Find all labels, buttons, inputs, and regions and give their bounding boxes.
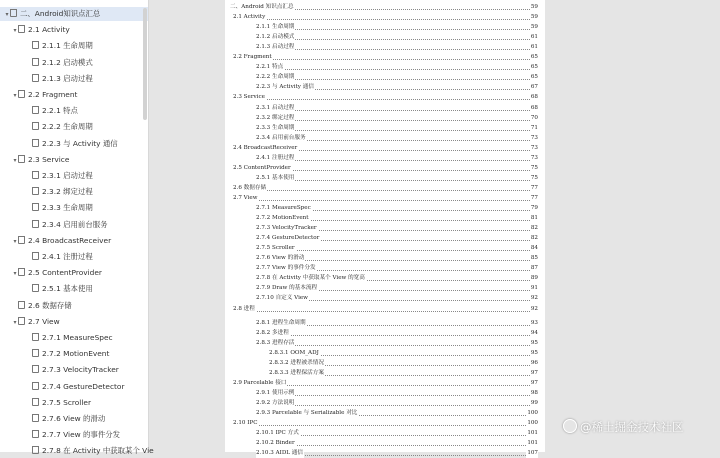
sidebar-item-label: 2.7.5 Scroller — [42, 397, 91, 407]
toc-page-number: 101 — [527, 430, 538, 437]
bookmark-icon — [32, 122, 39, 130]
toc-page-number: 61 — [530, 44, 538, 51]
toc-entry[interactable] — [269, 348, 538, 358]
toc-entry-title: 2.8.3 进程存活 — [256, 339, 295, 346]
toc-entry[interactable] — [233, 418, 538, 428]
dot-leader — [256, 335, 530, 336]
toc-entry-title: 2.3.3 生命周期 — [256, 124, 295, 131]
toc-entry-title: 2.1.2 启动模式 — [256, 34, 295, 41]
toc-page-number: 81 — [530, 215, 538, 222]
toc-entry[interactable] — [256, 243, 538, 253]
bookmark-icon — [32, 414, 39, 422]
sidebar-item-label: 2.7.8 在 Activity 中获取某个 Vie — [42, 446, 154, 456]
toc-page-number: 91 — [530, 285, 538, 292]
expand-toggle-icon[interactable]: ▾ — [13, 270, 17, 278]
sidebar-item[interactable] — [0, 56, 148, 70]
bookmark-icon — [18, 317, 25, 325]
bookmark-icon — [18, 155, 25, 163]
toc-page-number: 96 — [530, 359, 538, 366]
dot-leader — [233, 311, 530, 312]
toc-entry-title: 2.7.8 在 Activity 中获取某个 View 的宽高 — [256, 275, 365, 282]
watermark — [563, 419, 684, 435]
sidebar-item[interactable] — [0, 185, 148, 199]
toc-entry[interactable] — [256, 408, 538, 418]
bookmark-icon — [32, 398, 39, 406]
sidebar-item-label: 二、Android知识点汇总 — [20, 9, 101, 18]
toc-entry[interactable] — [256, 388, 538, 398]
toc-entry[interactable] — [233, 304, 538, 314]
sidebar-item-label: 2.1.2 启动模式 — [42, 57, 93, 67]
toc-entry-title: 2.1 Activity — [233, 14, 266, 21]
bookmark-icon — [32, 171, 39, 179]
toc-page-number: 75 — [530, 174, 538, 181]
sidebar-item-label: 2.2.1 特点 — [42, 106, 78, 116]
bookmark-icon — [32, 349, 39, 357]
dot-leader — [256, 39, 530, 40]
sidebar-item[interactable] — [0, 137, 148, 151]
toc-page-number: 67 — [530, 84, 538, 91]
toc-entry-title: 2.7.3 VelocityTracker — [256, 225, 317, 232]
toc-page-number: 68 — [530, 94, 538, 101]
toc-entry-title: 2.3.2 绑定过程 — [256, 114, 295, 121]
toc-page-number: 82 — [530, 225, 538, 232]
sidebar-item-label: 2.6 数据存储 — [28, 300, 72, 310]
toc-entry[interactable] — [256, 318, 538, 328]
toc-entry-title: 2.7.5 Scroller — [256, 245, 295, 252]
bookmark-icon — [32, 252, 39, 260]
toc-entry[interactable] — [256, 153, 538, 163]
sidebar-item-label: 2.3.4 启用前台服务 — [42, 219, 108, 229]
toc-page-number: 84 — [530, 245, 538, 252]
dot-leader — [256, 180, 530, 181]
sidebar-item[interactable] — [0, 315, 148, 329]
toc-entry-title: 2.9.1 使用示例 — [256, 389, 295, 396]
sidebar-item-label: 2.2 Fragment — [28, 90, 78, 99]
toc-entry-title: 2.8.2 多进程 — [256, 329, 289, 336]
dot-leader — [256, 405, 530, 406]
toc-entry-title: 2.8.3.1 OOM_ADJ — [269, 349, 319, 356]
sidebar-item[interactable] — [0, 380, 148, 394]
toc-entry[interactable] — [256, 203, 538, 213]
toc-page-number: 59 — [530, 4, 538, 10]
sidebar-item[interactable] — [0, 7, 148, 21]
toc-entry-title: 2.3 Service — [233, 94, 265, 101]
dot-leader — [256, 160, 530, 161]
toc-entry-title: 2.7.10 自定义 View — [256, 295, 308, 302]
toc-entry[interactable] — [256, 328, 538, 338]
dot-leader — [256, 79, 530, 80]
toc-entry-title: 2.2.2 生命周期 — [256, 74, 295, 81]
toc-entry[interactable] — [256, 273, 538, 283]
dot-leader — [256, 395, 530, 396]
sidebar-item[interactable] — [0, 299, 148, 313]
toc-page-number: 87 — [530, 265, 538, 272]
expand-toggle-icon[interactable]: ▾ — [13, 237, 17, 245]
toc-page-number: 77 — [530, 194, 538, 201]
toc-entry[interactable] — [256, 283, 538, 293]
expand-toggle-icon[interactable]: ▾ — [13, 318, 17, 326]
toc-page-number: 95 — [530, 339, 538, 346]
toc-entry[interactable] — [256, 32, 538, 42]
toc-page-number: 65 — [530, 64, 538, 71]
toc-page-number: 73 — [530, 154, 538, 161]
toc-entry-title: 2.5 ContentProvider — [233, 164, 291, 171]
toc-entry[interactable] — [256, 253, 538, 263]
sidebar-item[interactable] — [0, 331, 148, 345]
toc-entry[interactable] — [256, 123, 538, 133]
toc-entry[interactable] — [256, 82, 538, 92]
bookmark-icon — [32, 446, 39, 454]
sidebar-item-label: 2.1 Activity — [28, 25, 70, 35]
dot-leader — [256, 110, 530, 111]
expand-toggle-icon[interactable]: ▾ — [5, 11, 9, 18]
toc-entry[interactable] — [233, 52, 538, 62]
sidebar-item[interactable] — [0, 88, 148, 102]
toc-entry[interactable] — [256, 263, 538, 273]
toc-entry-title: 2.7.2 MotionEvent — [256, 215, 309, 222]
bookmark-icon — [18, 90, 25, 98]
toc-page-number: 65 — [530, 54, 538, 61]
toc-page-number: 79 — [530, 205, 538, 211]
bookmark-icon — [32, 365, 39, 373]
toc-page-number: 85 — [530, 255, 538, 262]
toc-entry-title: 2.3.4 启用前台服务 — [256, 134, 306, 141]
dot-leader — [256, 120, 530, 121]
toc-page-number: 95 — [530, 349, 538, 356]
toc-entry-title: 2.7.1 MeasureSpec — [256, 205, 311, 211]
toc-entry-title: 2.1.1 生命周期 — [256, 24, 295, 31]
sidebar-item-label: 2.7.1 MeasureSpec — [42, 333, 113, 342]
bookmark-icon — [32, 203, 39, 211]
toc-entry[interactable] — [256, 113, 538, 123]
toc-page-number: 61 — [530, 34, 538, 41]
toc-entry-title: 2.8 进程 — [233, 305, 255, 312]
bookmark-icon — [32, 58, 39, 66]
sidebar-item-label: 2.7.6 View 的滑动 — [42, 414, 106, 423]
sidebar-item[interactable] — [0, 444, 154, 458]
sidebar-item[interactable] — [0, 250, 148, 264]
bookmark-icon — [32, 74, 39, 82]
dot-leader — [233, 19, 530, 20]
bookmark-icon — [18, 236, 25, 244]
toc-entry[interactable] — [256, 338, 538, 348]
bookmark-icon — [32, 187, 39, 195]
toc-entry[interactable] — [256, 103, 538, 113]
toc-entry[interactable] — [233, 193, 538, 203]
sidebar-item[interactable] — [0, 120, 148, 134]
toc-entry[interactable] — [256, 62, 538, 72]
expand-toggle-icon[interactable]: ▾ — [13, 92, 17, 99]
toc-entry[interactable] — [256, 438, 538, 448]
sidebar-item[interactable] — [0, 72, 148, 86]
toc-entry-title: 2.8.3.2 进程被杀情况 — [269, 359, 324, 366]
toc-page-number: 98 — [530, 389, 538, 396]
toc-entry[interactable] — [269, 358, 538, 368]
toc-entry[interactable] — [256, 213, 538, 223]
toc-entry[interactable] — [233, 378, 538, 388]
toc-page-number: 94 — [530, 329, 538, 336]
toc-entry[interactable] — [233, 163, 538, 173]
sidebar-item-label: 2.4 BroadcastReceiver — [28, 235, 112, 245]
bookmark-icon — [10, 9, 17, 17]
toc-page-number: 99 — [530, 399, 538, 406]
sidebar-item[interactable] — [0, 23, 148, 37]
toc-page-number: 59 — [530, 14, 538, 21]
toc-entry-title: 2.7.4 GestureDetector — [256, 235, 320, 242]
dot-leader — [256, 250, 530, 251]
sidebar-scrollbar[interactable] — [143, 8, 147, 120]
sidebar-item[interactable] — [0, 412, 148, 426]
toc-entry-title: 2.5.1 基本使用 — [256, 174, 295, 181]
bookmark-icon — [32, 382, 39, 390]
toc-page-number: 97 — [530, 369, 538, 376]
toc-page-number: 70 — [530, 114, 538, 121]
dot-leader — [233, 190, 530, 191]
toc-entry-title: 2.3.1 启动过程 — [256, 104, 295, 111]
toc-entry-title: 2.2.1 特点 — [256, 64, 284, 71]
toc-page-number: 93 — [530, 319, 538, 326]
toc-page-number: 92 — [530, 305, 538, 312]
toc-entry-title: 2.7 View — [233, 194, 258, 201]
bookmark-icon — [32, 139, 39, 147]
toc-entry[interactable] — [233, 143, 538, 153]
toc-entry[interactable] — [256, 398, 538, 408]
toc-entry[interactable] — [269, 368, 538, 378]
toc-entry-title: 2.8.1 进程生命周期 — [256, 319, 306, 326]
toc-page-number: 100 — [527, 410, 538, 416]
sidebar-item-label: 2.7.2 MotionEvent — [42, 349, 110, 359]
toc-entry-title: 2.10.2 Binder — [256, 440, 295, 447]
dot-leader — [256, 345, 530, 346]
toc-entry[interactable] — [256, 133, 538, 143]
sidebar-item-label: 2.7.4 GestureDetector — [42, 381, 125, 391]
dot-leader — [256, 130, 530, 131]
toc-page-number: 65 — [530, 74, 538, 81]
sidebar-item[interactable] — [0, 347, 148, 361]
bookmark-icon — [18, 25, 25, 33]
toc-entry[interactable] — [233, 92, 538, 102]
toc-page-number: 92 — [530, 295, 538, 302]
bookmark-icon — [32, 284, 39, 292]
dot-leader — [256, 29, 530, 30]
sidebar-item-label: 2.5.1 基本使用 — [42, 284, 93, 294]
toc-page-number: 75 — [530, 164, 538, 171]
dot-leader — [256, 445, 530, 446]
sidebar-item-label: 2.3.2 绑定过程 — [42, 187, 93, 197]
toc-entry-title: 2.4 BroadcastReceiver — [233, 144, 298, 151]
bookmark-icon — [32, 106, 39, 114]
sidebar-item-label: 2.3 Service — [28, 154, 70, 164]
sidebar-item[interactable] — [0, 104, 148, 118]
juejin-logo-icon — [563, 419, 577, 433]
sidebar-item-label: 2.3.1 启动过程 — [42, 171, 93, 180]
dot-leader — [233, 425, 530, 426]
sidebar-item-label: 2.7 View — [28, 316, 60, 326]
toc-entry[interactable] — [256, 72, 538, 82]
toc-entry[interactable] — [256, 223, 538, 233]
sidebar-item[interactable] — [0, 153, 148, 167]
toc-entry-title: 2.8.3.3 进程保活方案 — [269, 369, 324, 376]
bookmark-icon — [18, 268, 25, 276]
toc-entry-title: 2.6 数据存储 — [233, 184, 267, 191]
toc-entry-title: 2.10 IPC — [233, 420, 258, 427]
toc-entry[interactable] — [256, 448, 538, 458]
toc-entry-title: 2.9.2 方法说明 — [256, 399, 295, 406]
expand-toggle-icon[interactable]: ▾ — [13, 27, 17, 35]
sidebar-item[interactable] — [0, 396, 148, 410]
sidebar-item-label: 2.7.7 View 的事件分发 — [42, 430, 120, 440]
dot-leader — [233, 99, 530, 100]
bookmark-icon — [32, 333, 39, 341]
sidebar-item[interactable] — [0, 282, 148, 296]
toc-entry-title: 2.9.3 Parcelable 与 Serializable 对比 — [256, 410, 358, 416]
toc-entry-title: 2.10.3 AIDL 通信 — [256, 450, 303, 457]
toc-entry[interactable] — [256, 173, 538, 183]
document-page — [225, 0, 545, 457]
sidebar-item[interactable] — [0, 39, 148, 53]
sidebar-item[interactable] — [0, 234, 148, 248]
toc-entry-title: 2.4.1 注册过程 — [256, 154, 295, 161]
toc-page-number: 59 — [530, 24, 538, 31]
toc-entry[interactable] — [256, 293, 538, 303]
sidebar-item-label: 2.1.3 启动过程 — [42, 73, 93, 83]
sidebar-item-label: 2.2.2 生命周期 — [42, 122, 93, 132]
bookmark-icon — [32, 41, 39, 49]
toc-entry-title: 2.10.1 IPC 方式 — [256, 430, 299, 437]
toc-entry-title: 2.7.7 View 的事件分发 — [256, 265, 316, 272]
toc-page-number: 107 — [527, 450, 538, 457]
toc-entry[interactable] — [256, 233, 538, 243]
sidebar-item-label: 2.7.3 VelocityTracker — [42, 365, 119, 375]
toc-page-number: 68 — [530, 104, 538, 111]
sidebar-item[interactable] — [0, 266, 148, 280]
toc-page-number: 100 — [527, 420, 538, 427]
toc-entry[interactable] — [233, 183, 538, 193]
bookmark-icon — [32, 220, 39, 228]
toc-entry[interactable] — [256, 42, 538, 52]
toc-entry-title: 二、Android 知识点汇总 — [230, 4, 294, 10]
sidebar-item-label: 2.2.3 与 Activity 通信 — [42, 138, 118, 148]
dot-leader — [233, 59, 530, 60]
sidebar-item[interactable] — [0, 169, 148, 183]
toc-entry-title: 2.9 Parcelable 接口 — [233, 379, 287, 386]
bookmark-icon — [18, 301, 25, 309]
toc-page-number: 89 — [530, 275, 538, 282]
expand-toggle-icon[interactable]: ▾ — [13, 156, 17, 164]
toc-entry-title: 2.1.3 启动过程 — [256, 44, 295, 51]
toc-entry-title: 2.2 Fragment — [233, 54, 272, 61]
toc-entry-title: 2.2.3 与 Activity 通信 — [256, 84, 314, 91]
toc-page-number: 77 — [530, 184, 538, 191]
dot-leader — [256, 49, 530, 50]
toc-page-number: 101 — [527, 440, 538, 447]
sidebar-item-label: 2.1.1 生命周期 — [42, 41, 93, 51]
sidebar-item-label: 2.3.3 生命周期 — [42, 203, 93, 213]
sidebar-item[interactable] — [0, 428, 148, 442]
toc-entry[interactable] — [233, 12, 538, 22]
toc-entry-title: 2.7.6 View 的滑动 — [256, 255, 305, 262]
toc-page-number: 71 — [530, 124, 538, 131]
sidebar-item[interactable] — [0, 363, 148, 377]
bookmark-icon — [32, 430, 39, 438]
watermark-text: @稀土掘金技术社区 — [580, 420, 684, 434]
toc-page-number: 97 — [530, 379, 538, 386]
toc-page-number: 82 — [530, 235, 538, 242]
toc-entry-title: 2.7.9 Draw 的基本流程 — [256, 285, 318, 292]
toc-entry[interactable] — [256, 428, 538, 438]
dot-leader — [233, 200, 530, 201]
sidebar-item[interactable] — [0, 201, 148, 215]
sidebar-item-label: 2.5 ContentProvider — [28, 268, 102, 278]
toc-entry[interactable] — [230, 2, 538, 12]
dot-leader — [256, 69, 530, 70]
sidebar-item[interactable] — [0, 218, 148, 232]
sidebar-item-label: 2.4.1 注册过程 — [42, 252, 93, 261]
bookmark-sidebar — [0, 0, 154, 456]
toc-page-number: 73 — [530, 134, 538, 141]
toc-page-number: 73 — [530, 144, 538, 151]
toc-entry[interactable] — [256, 22, 538, 32]
